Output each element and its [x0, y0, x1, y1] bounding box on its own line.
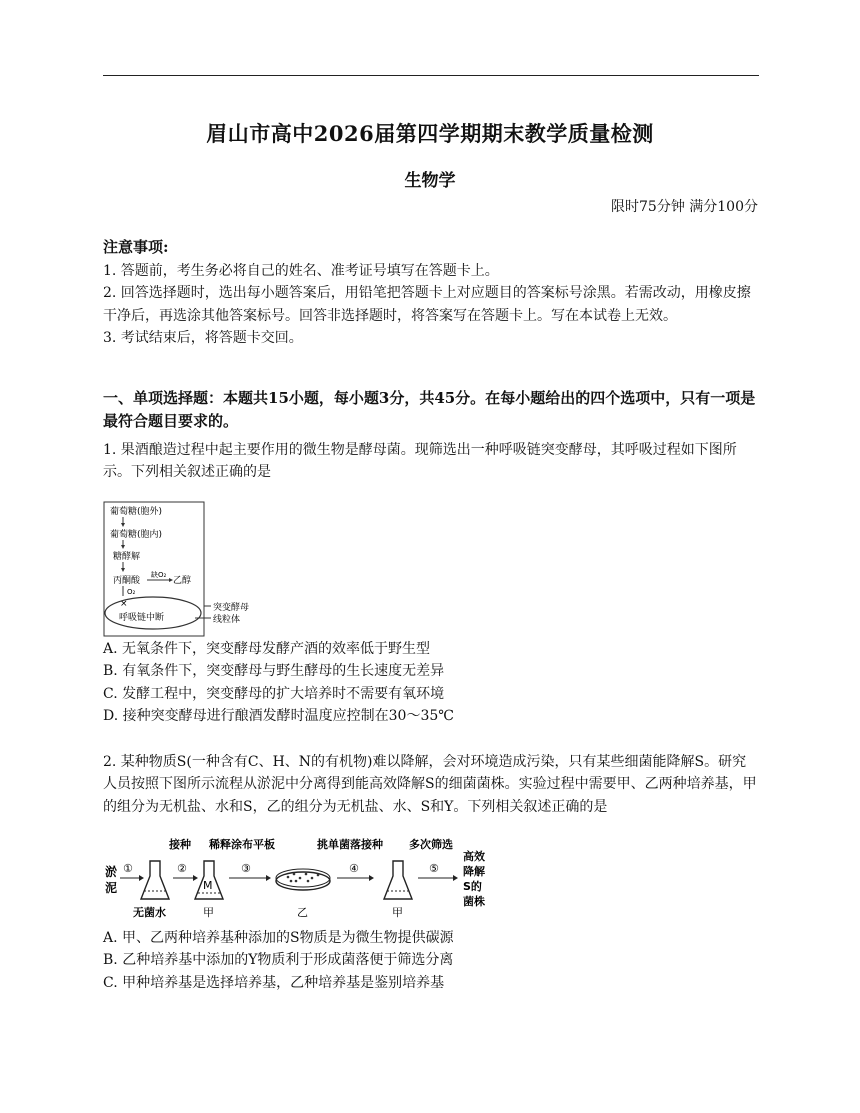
notes-heading: 注意事项: [103, 238, 169, 256]
section-heading: 一、单项选择题：本题共15小题，每小题3分，共45分。在每小题给出的四个选项中，只有一项是最符合题目要求的。 [103, 389, 756, 430]
fig2-spread: 稀释涂布平板 [209, 838, 275, 851]
fig1-glucose-in: 葡萄糖(胞内) [110, 530, 163, 540]
fig1-mito-label: 线粒体 [213, 615, 241, 625]
subject-title: 生物学 [404, 171, 456, 191]
fig1-lack-o2: 缺O₂ [151, 571, 167, 579]
q2-option-b[interactable]: B. 乙种培养基中添加的Y物质利于形成菌落便于筛选分离 [103, 952, 454, 969]
note-item-2: 2. 回答选择题时，选出每小题答案后，用铅笔把答题卡上对应题目的答案标号涂黑。若需改动，用橡皮擦干净后，再选涂其他答案标号。回答非选择题时，将答案写在答题卡上。写在本试卷上无效。 [103, 285, 751, 324]
time-score-limit: 限时75分钟 满分100分 [611, 199, 758, 215]
fig1-pyruvate: 丙酮酸 [113, 576, 141, 586]
fig1-cross: × [120, 599, 128, 609]
fig2-m: M [203, 879, 213, 892]
notes-list [103, 260, 759, 350]
q1-option-c[interactable]: C. 发酵工程中，突变酵母的扩大培养时不需要有氧环境 [103, 685, 445, 702]
yeast-respiration-diagram [103, 500, 263, 640]
q1-option-a[interactable]: A. 无氧条件下，突变酵母发酵产酒的效率低于野生型 [103, 641, 431, 657]
fig2-step-1: ① [123, 862, 133, 875]
bacteria-isolation-flow-diagram [103, 834, 503, 924]
fig1-o2: O₂ [127, 588, 136, 596]
fig1-mutant-label: 突变酵母 [213, 603, 250, 613]
fig2-screen: 多次筛选 [409, 838, 453, 851]
fig1-glucose-out: 葡萄糖(胞外) [110, 507, 163, 517]
fig2-sterile-water: 无菌水 [133, 906, 166, 919]
fig2-step-4: ④ [349, 862, 359, 875]
fig1-glycolysis: 糖酵解 [113, 552, 141, 562]
q2-option-c[interactable]: C. 甲种培养基是选择培养基，乙种培养基是鉴别培养基 [103, 974, 445, 991]
fig2-jia-1: 甲 [203, 906, 214, 919]
fig2-yi: 乙 [297, 906, 308, 919]
fig2-inoculate: 接种 [169, 838, 191, 851]
flask-medium-jia-2 [384, 861, 412, 899]
q1-option-d[interactable]: D. 接种突变酵母进行酿酒发酵时温度应控制在30～35℃ [103, 708, 454, 725]
fig2-pick: 挑单菌落接种 [317, 838, 383, 851]
note-item-1: 1. 答题前，考生务必将自己的姓名、准考证号填写在答题卡上。 [103, 263, 499, 279]
fig2-result-2: 降解 [463, 865, 485, 878]
q1-option-b[interactable]: B. 有氧条件下，突变酵母与野生酵母的生长速度无差异 [103, 663, 445, 680]
note-item-3: 3. 考试结束后，将答题卡交回。 [103, 330, 303, 347]
fig2-step-3: ③ [241, 862, 251, 875]
fig2-result-4: 菌株 [463, 895, 485, 908]
top-rule [103, 75, 759, 76]
q2-option-a[interactable]: A. 甲、乙两种培养基种添加的S物质是为微生物提供碳源 [103, 930, 454, 946]
fig2-result-3: S的 [463, 880, 482, 893]
question-2-stem: 2. 某种物质S(一种含有C、H、N的有机物)难以降解，会对环境造成污染，只有某些细菌能降解S。研究人员按照下图所示流程从淤泥中分离得到能高效降解S的细菌菌株。实验过程中需要甲、乙两种培养基，甲的组分为无机盐、水和S，乙的组分为无机盐、水、S和Y。下列相关叙述正确的是 [103, 754, 757, 815]
fig2-mud-1: 淤 [105, 865, 118, 879]
fig2-step-5: ⑤ [429, 862, 439, 875]
question-1-stem: 1. 果酒酿造过程中起主要作用的微生物是酵母菌。现筛选出一种呼吸链突变酵母，其呼吸过程如下图所示。下列相关叙述正确的是 [103, 442, 737, 481]
fig1-ethanol: 乙醇 [173, 576, 192, 586]
exam-title: 眉山市高中2026届第四学期期末教学质量检测 [206, 121, 654, 146]
flask-sterile-water [141, 861, 169, 899]
question-2-options [103, 927, 759, 994]
fig2-step-2: ② [177, 862, 187, 875]
fig1-chain-break: 呼吸链中断 [119, 613, 165, 623]
question-1-options [103, 638, 759, 728]
fig2-jia-2: 甲 [392, 906, 403, 919]
fig2-mud-2: 泥 [105, 881, 118, 895]
fig2-result-1: 高效 [463, 850, 485, 863]
